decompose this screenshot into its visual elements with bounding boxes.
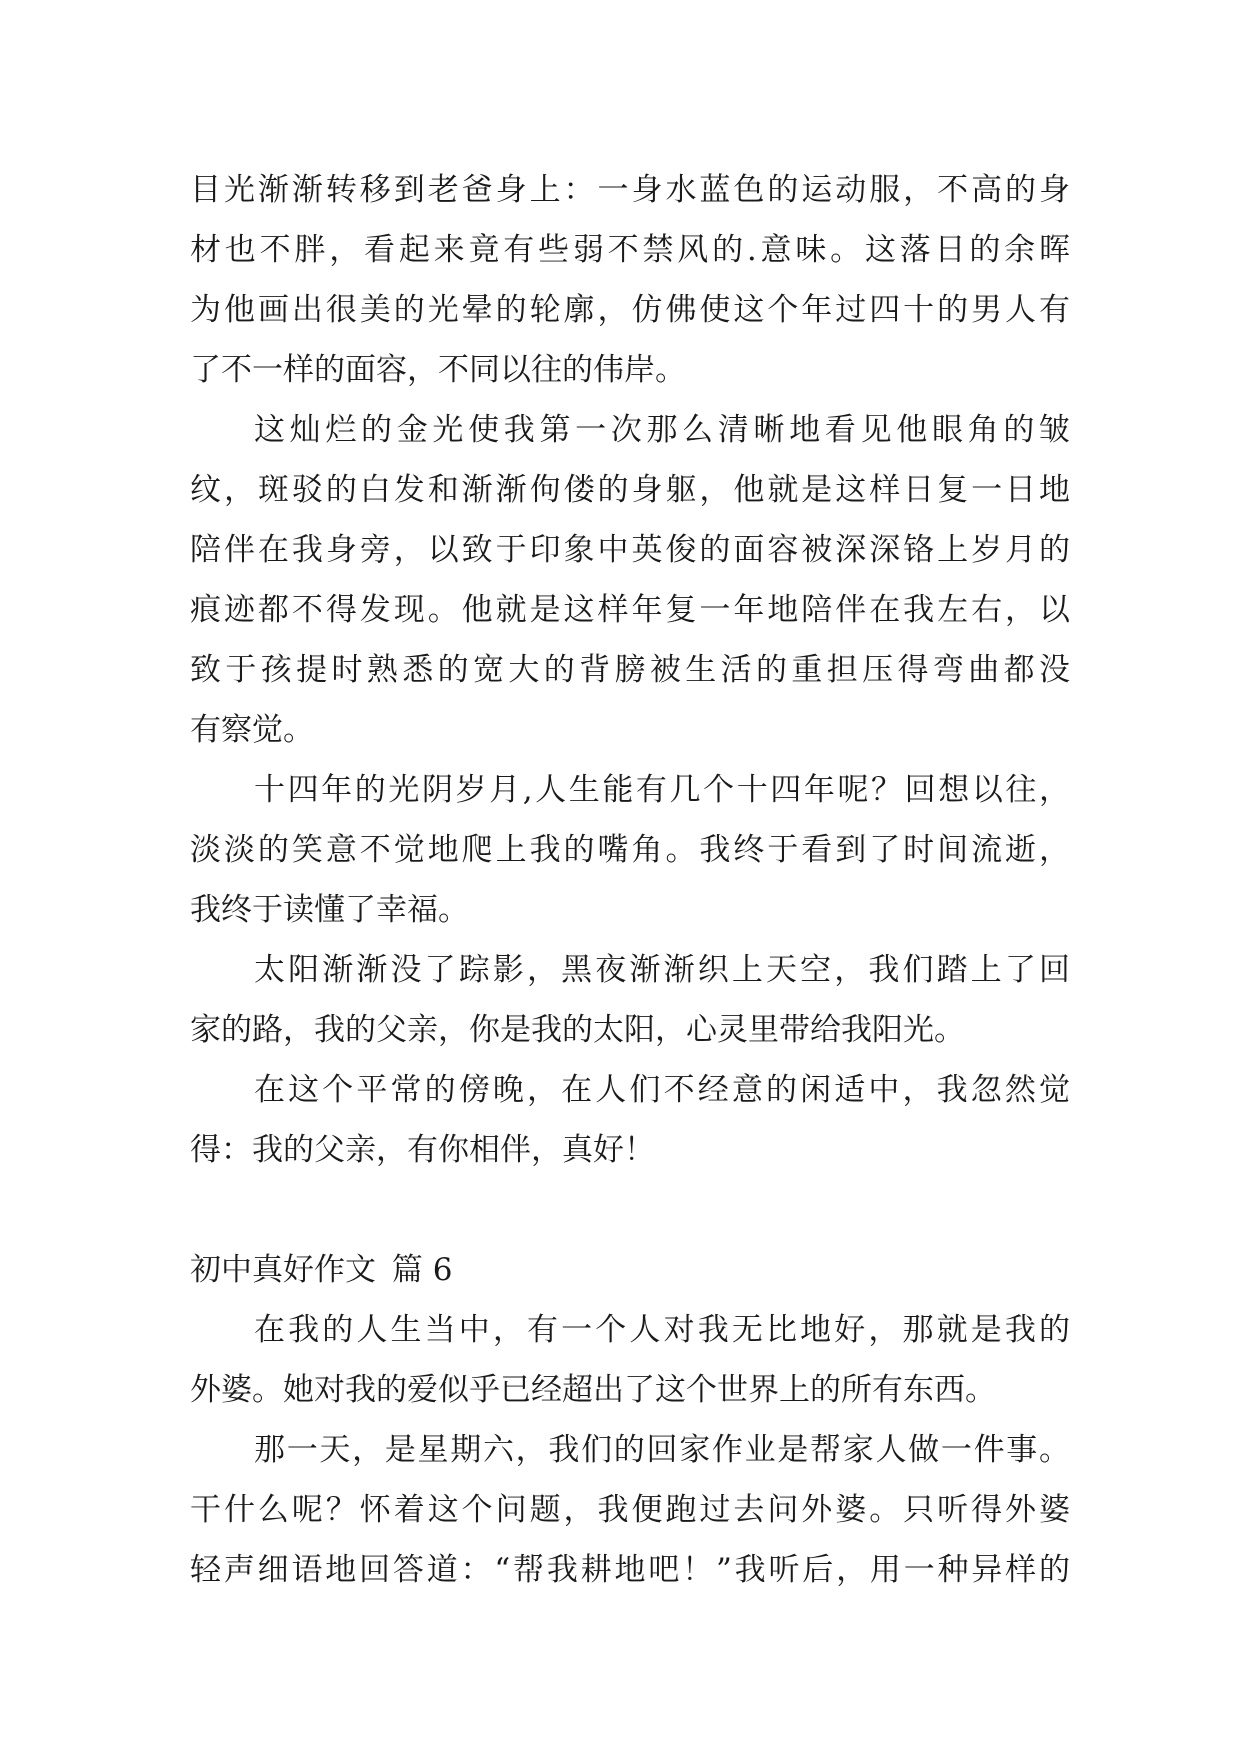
text-line: 痕迹都不得发现。他就是这样年复一年地陪伴在我左右，以 <box>190 592 1070 628</box>
text-line: 那一天，是星期六，我们的回家作业是帮家人做一件事。 <box>254 1432 1070 1468</box>
text-line: 外婆。她对我的爱似乎已经超出了这个世界上的所有东西。 <box>190 1372 996 1408</box>
paragraph <box>190 400 1070 760</box>
section-gap <box>190 1180 1070 1240</box>
paragraph <box>190 1420 1070 1600</box>
text-line: 太阳渐渐没了踪影，黑夜渐渐织上天空，我们踏上了回 <box>254 952 1070 988</box>
paragraph <box>190 760 1070 940</box>
text-line: 我终于读懂了幸福。 <box>190 892 469 928</box>
text-line: 淡淡的笑意不觉地爬上我的嘴角。我终于看到了时间流逝， <box>190 832 1070 868</box>
text-line: 有察觉。 <box>190 712 314 748</box>
text-line: 陪伴在我身旁，以致于印象中英俊的面容被深深铬上岁月的 <box>190 532 1070 568</box>
text-line: 了不一样的面容，不同以往的伟岸。 <box>190 352 686 388</box>
text-line: 在我的人生当中，有一个人对我无比地好，那就是我的 <box>254 1312 1070 1348</box>
text-line: 在这个平常的傍晚，在人们不经意的闲适中，我忽然觉 <box>254 1072 1070 1108</box>
paragraph <box>190 1300 1070 1420</box>
text-line: 纹，斑驳的白发和渐渐佝偻的身躯，他就是这样日复一日地 <box>190 472 1070 508</box>
text-line: 十四年的光阴岁月,人生能有几个十四年呢？回想以往， <box>254 772 1070 808</box>
text-line: 致于孩提时熟悉的宽大的背膀被生活的重担压得弯曲都没 <box>190 652 1070 688</box>
text-line: 干什么呢？怀着这个问题，我便跑过去问外婆。只听得外婆 <box>190 1492 1070 1528</box>
text-line: 目光渐渐转移到老爸身上：一身水蓝色的运动服，不高的身 <box>190 172 1070 208</box>
text-line: 这灿烂的金光使我第一次那么清晰地看见他眼角的皱 <box>254 412 1070 448</box>
text-line: 得：我的父亲，有你相伴，真好！ <box>190 1132 655 1168</box>
section-number: 篇 6 <box>391 1252 453 1288</box>
text-line: 材也不胖，看起来竟有些弱不禁风的.意味。这落日的余晖 <box>190 232 1070 268</box>
section-heading <box>190 1240 1070 1300</box>
document-body <box>190 160 1070 1600</box>
paragraph <box>190 160 1070 400</box>
text-line: 轻声细语地回答道：“帮我耕地吧！”我听后，用一种异样的 <box>190 1552 1070 1588</box>
section-title: 初中真好作文 <box>190 1252 376 1288</box>
paragraph <box>190 1060 1070 1180</box>
text-line: 家的路，我的父亲，你是我的太阳，心灵里带给我阳光。 <box>190 1012 965 1048</box>
paragraph <box>190 940 1070 1060</box>
text-line: 为他画出很美的光晕的轮廓，仿佛使这个年过四十的男人有 <box>190 292 1070 328</box>
